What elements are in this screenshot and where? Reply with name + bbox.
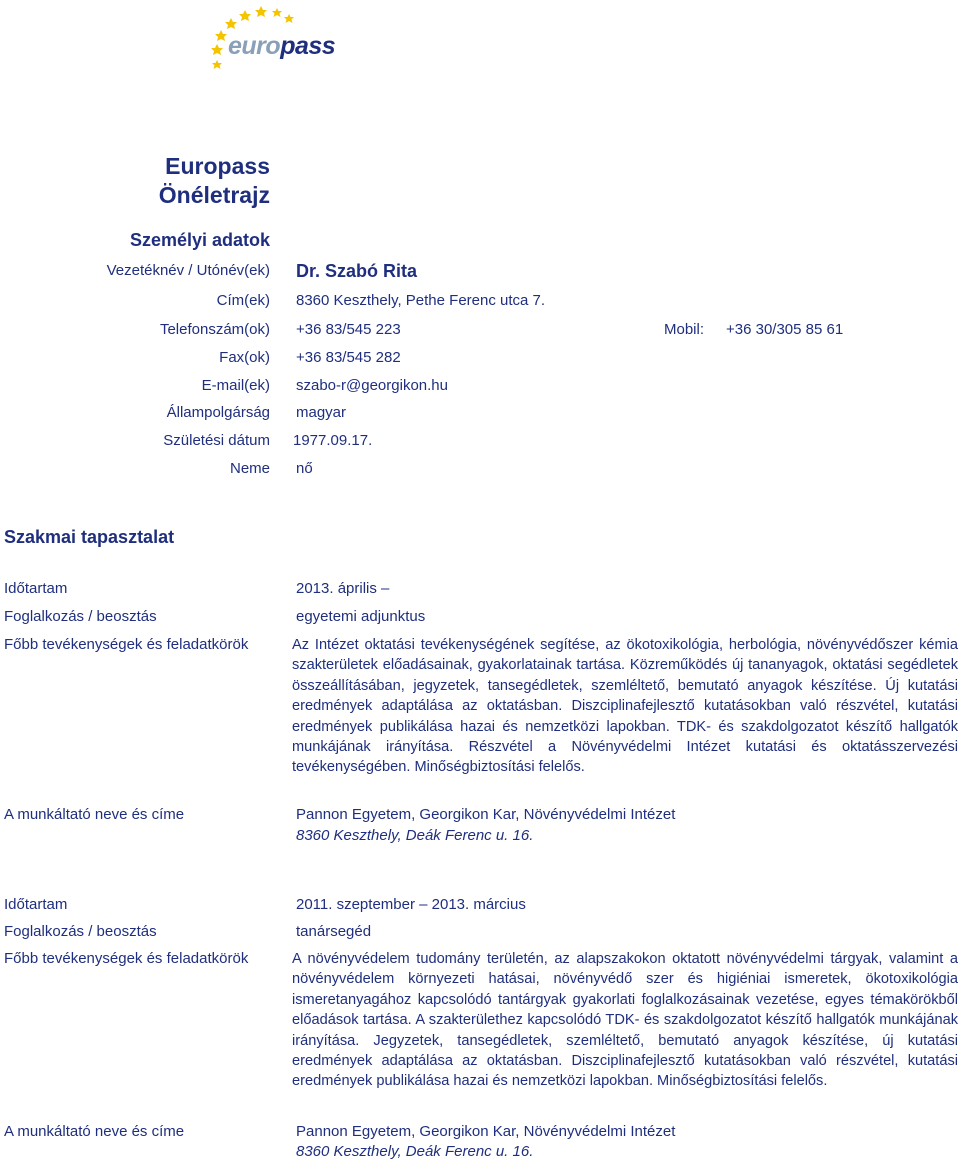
email-label: E-mail(ek) xyxy=(201,377,270,394)
nationality-label: Állampolgárság xyxy=(166,404,270,421)
personal-heading: Személyi adatok xyxy=(129,230,270,250)
employer-label-1: A munkáltató neve és címe xyxy=(4,806,185,823)
employer-address-1: 8360 Keszthely, Deák Ferenc u. 16. xyxy=(296,827,534,844)
logo-euro: euro xyxy=(228,32,281,60)
duties-value-1: Az Intézet oktatási tevékenységének segítése, az ökotoxikológia, herbológia, növényvédőszer kémia szakterületek előadásainak, gyakorlatainak tartása. Közreműködés új tananyagok, oktatási segédletek összeállításában, jegyzetek, tansegédletek, szemléltető, bemutató anyagok készítése. Új kutatási eredmények adaptálása az oktatásban. Diszciplinafejlesztő kutatásokban való részvétel, kutatási eredmények publikálása hazai és nemzetközi lapokban. TDK- és szakdolgozatot készítő hallgatók munkájának irányítása. Részvétel a Növényvédelmi Intézet kutatási és oktatásszervezési tevékenységében. Minőségbiztosítási felelős. xyxy=(292,637,958,776)
period-value-1: 2013. április – xyxy=(296,580,390,597)
employer-label-2: A munkáltató neve és címe xyxy=(4,1123,185,1140)
position-label-2: Foglalkozás / beosztás xyxy=(4,923,157,940)
doc-title-line1: Europass xyxy=(165,153,270,179)
logo-pass: pass xyxy=(280,32,336,60)
duties-label-1: Főbb tevékenységek és feladatkörök xyxy=(4,636,249,653)
phone-value: +36 83/545 223 xyxy=(296,321,401,338)
fax-label: Fax(ok) xyxy=(219,349,270,366)
doc-title-line2: Önéletrajz xyxy=(158,182,270,208)
europass-logo-text xyxy=(228,32,335,61)
experience-heading: Szakmai tapasztalat xyxy=(4,527,175,547)
duties-label-2: Főbb tevékenységek és feladatkörök xyxy=(4,950,249,967)
birth-value: 1977.09.17. xyxy=(293,432,373,449)
mobile-label: Mobil: xyxy=(664,321,705,338)
employer-address-2: 8360 Keszthely, Deák Ferenc u. 16. xyxy=(296,1143,534,1160)
mobile-value: +36 30/305 85 61 xyxy=(726,321,844,338)
name-label: Vezetéknév / Utónév(ek) xyxy=(106,262,270,279)
position-value-1: egyetemi adjunktus xyxy=(296,608,426,625)
address-value: 8360 Keszthely, Pethe Ferenc utca 7. xyxy=(296,292,546,309)
period-value-2: 2011. szeptember – 2013. március xyxy=(296,896,526,913)
name-value: Dr. Szabó Rita xyxy=(296,261,418,281)
phone-label: Telefonszám(ok) xyxy=(159,321,270,338)
fax-value: +36 83/545 282 xyxy=(296,349,401,366)
gender-label: Neme xyxy=(229,460,270,477)
email-value[interactable]: szabo-r@georgikon.hu xyxy=(296,377,448,394)
employer-name-2: Pannon Egyetem, Georgikon Kar, Növényvédelmi Intézet xyxy=(296,1123,676,1140)
position-value-2: tanársegéd xyxy=(296,923,372,940)
address-label: Cím(ek) xyxy=(216,292,270,309)
nationality-value: magyar xyxy=(296,404,347,421)
period-label-1: Időtartam xyxy=(4,580,68,597)
position-label-1: Foglalkozás / beosztás xyxy=(4,608,157,625)
period-label-2: Időtartam xyxy=(4,896,68,913)
employer-name-1: Pannon Egyetem, Georgikon Kar, Növényvédelmi Intézet xyxy=(296,806,676,823)
birth-label: Születési dátum xyxy=(163,432,270,449)
gender-value: nő xyxy=(296,460,313,477)
duties-value-2: A növényvédelem tudomány területén, az alapszakokon oktatott növényvédelmi tárgyak, valamint a növényvédelem környezeti hatásai, növényvédő szer és higiéniai ismeretek, ökotoxikológia ismeretanyagához kapcsolódó tantárgyak gyakorlati foglalkozásainak vezetése, egyes témakörökből előadások tartása. A szakterülethez kapcsolódó TDK- és szakdolgozatot készítő hallgatók munkájának irányítása. Jegyzetek, tansegédletek, szemléltető, bemutató anyagok készítése, új kutatási eredmények adaptálása az oktatásban. Diszciplinafejlesztő kutatásokban való részvétel, kutatási eredmények publikálása hazai és nemzetközi lapokban. Minőségbiztosítási felelős. xyxy=(292,951,958,1090)
